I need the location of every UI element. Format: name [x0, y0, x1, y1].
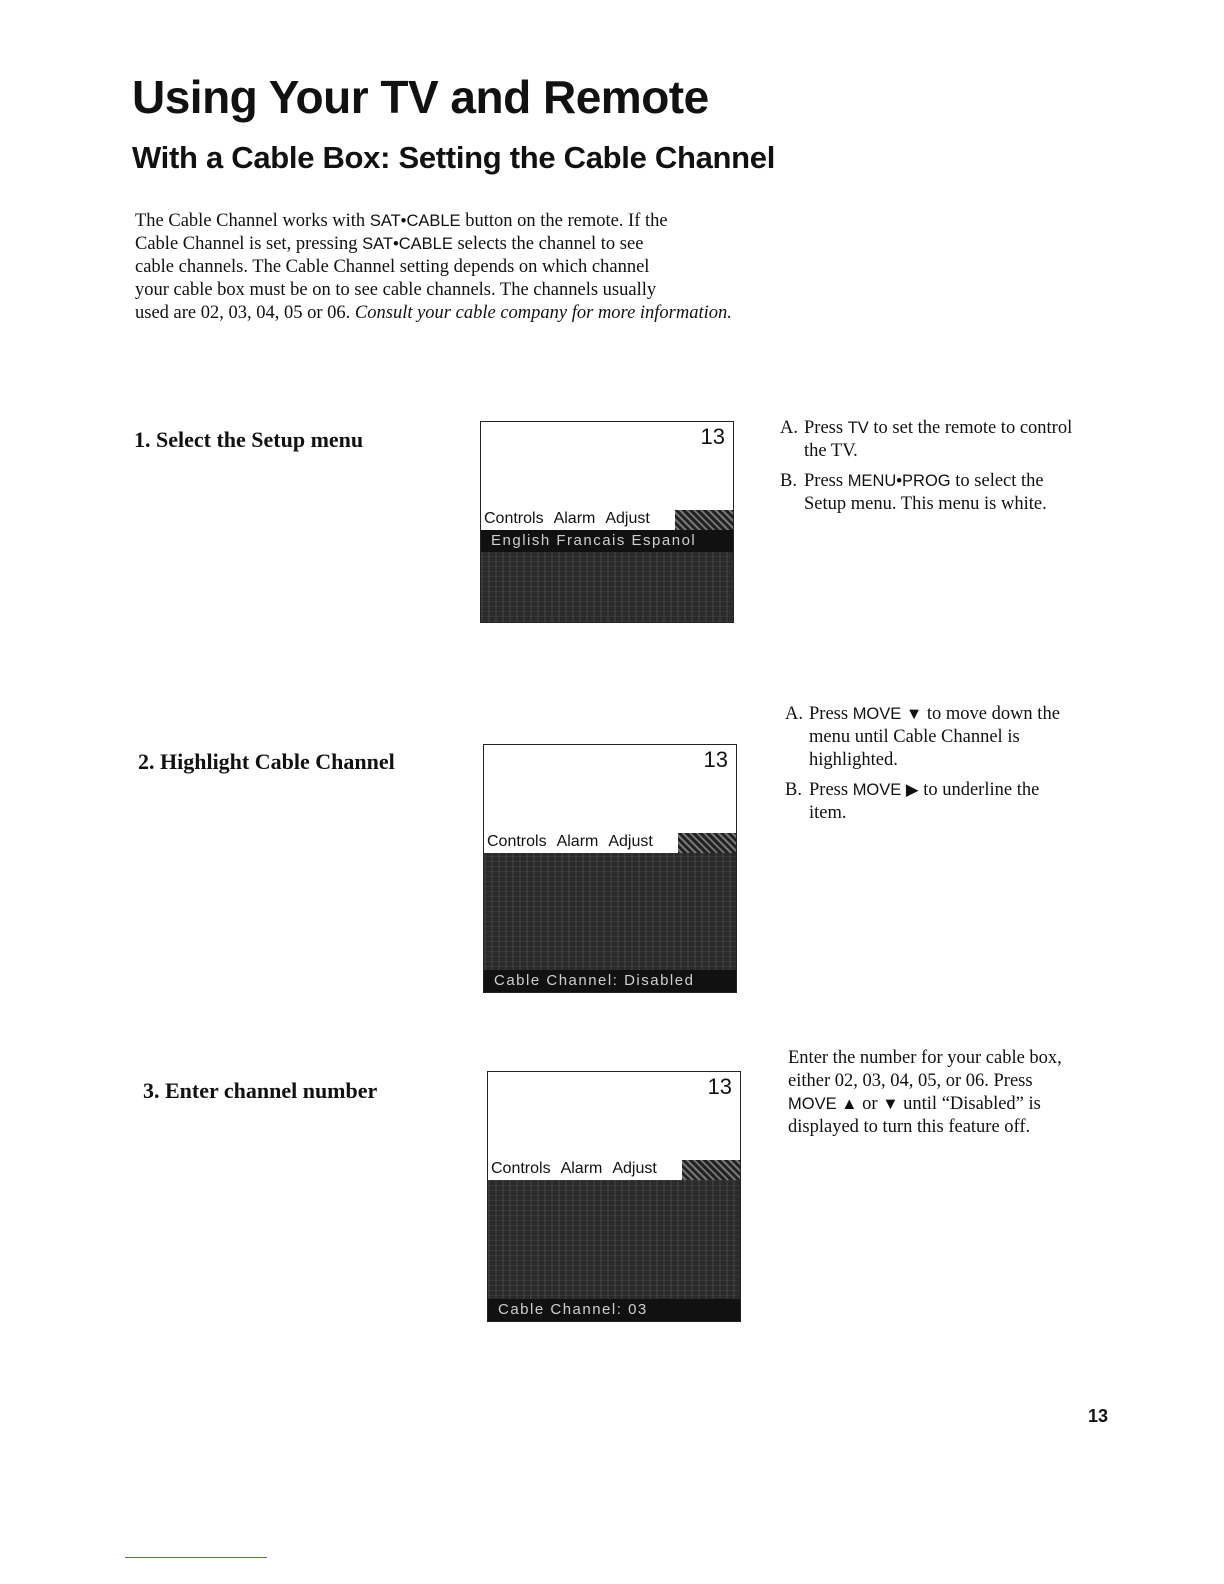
intro-paragraph: The Cable Channel works with SAT•CABLE button on the remote. If the Cable Channel is set, pressing SAT•CABLE selects the channel to see cable channels. The Cable Channel setting depends on which channel your cable box must be on to see cable channels. The channels usually used are 02, 03, 04, 05 or 06. Consult your cable company for more information.	[135, 211, 732, 323]
step-2-screen	[483, 744, 737, 993]
page-number: 13	[1087, 1406, 1108, 1426]
step-2-title: 2. Highlight Cable Channel	[138, 749, 395, 774]
menu-bar: Controls Alarm Adjust	[484, 833, 736, 853]
step-1-title: 1. Select the Setup menu	[134, 427, 364, 452]
highlighted-menu-item: Cable Channel: Disabled	[484, 970, 736, 992]
page-title: Using Your TV and Remote	[132, 71, 709, 123]
channel-number: 13	[700, 424, 725, 449]
menu-panel	[484, 853, 736, 992]
step-1-instructions	[780, 417, 1080, 523]
instruction-a: A. Press TV to set the remote to control the TV.	[780, 418, 1073, 461]
instruction-b: B. Press MENU•PROG to select the Setup menu. This menu is white.	[780, 471, 1047, 514]
menu-panel	[488, 1180, 740, 1321]
setup-tab-highlight	[675, 510, 733, 532]
setup-tab-highlight	[678, 833, 736, 855]
step-2-instructions	[785, 703, 1075, 832]
menu-panel	[481, 530, 733, 622]
instruction-a: A. Press MOVE ▼ to move down the menu until Cable Channel is highlighted.	[785, 704, 1060, 770]
channel-number: 13	[703, 747, 728, 772]
section-subtitle: With a Cable Box: Setting the Cable Channel	[132, 140, 776, 175]
footer-rule	[125, 1557, 267, 1558]
channel-number: 13	[707, 1074, 732, 1099]
step-3-instructions: Enter the number for your cable box, either 02, 03, 04, 05, or 06. Press MOVE ▲ or ▼ until “Disabled” is displayed to turn this feature off.	[788, 1048, 1062, 1137]
menu-bar: Controls Alarm Adjust	[481, 510, 733, 530]
step-3-screen	[487, 1071, 741, 1322]
highlighted-menu-item: Cable Channel: 03	[488, 1299, 740, 1321]
instruction-b: B. Press MOVE ▶ to underline the item.	[785, 780, 1040, 823]
setup-tab-highlight	[682, 1160, 740, 1182]
step-1-screen	[480, 421, 734, 623]
step-3-title: 3. Enter channel number	[143, 1078, 378, 1103]
menu-bar: Controls Alarm Adjust	[488, 1160, 740, 1180]
highlighted-menu-item: English Francais Espanol	[481, 530, 733, 552]
